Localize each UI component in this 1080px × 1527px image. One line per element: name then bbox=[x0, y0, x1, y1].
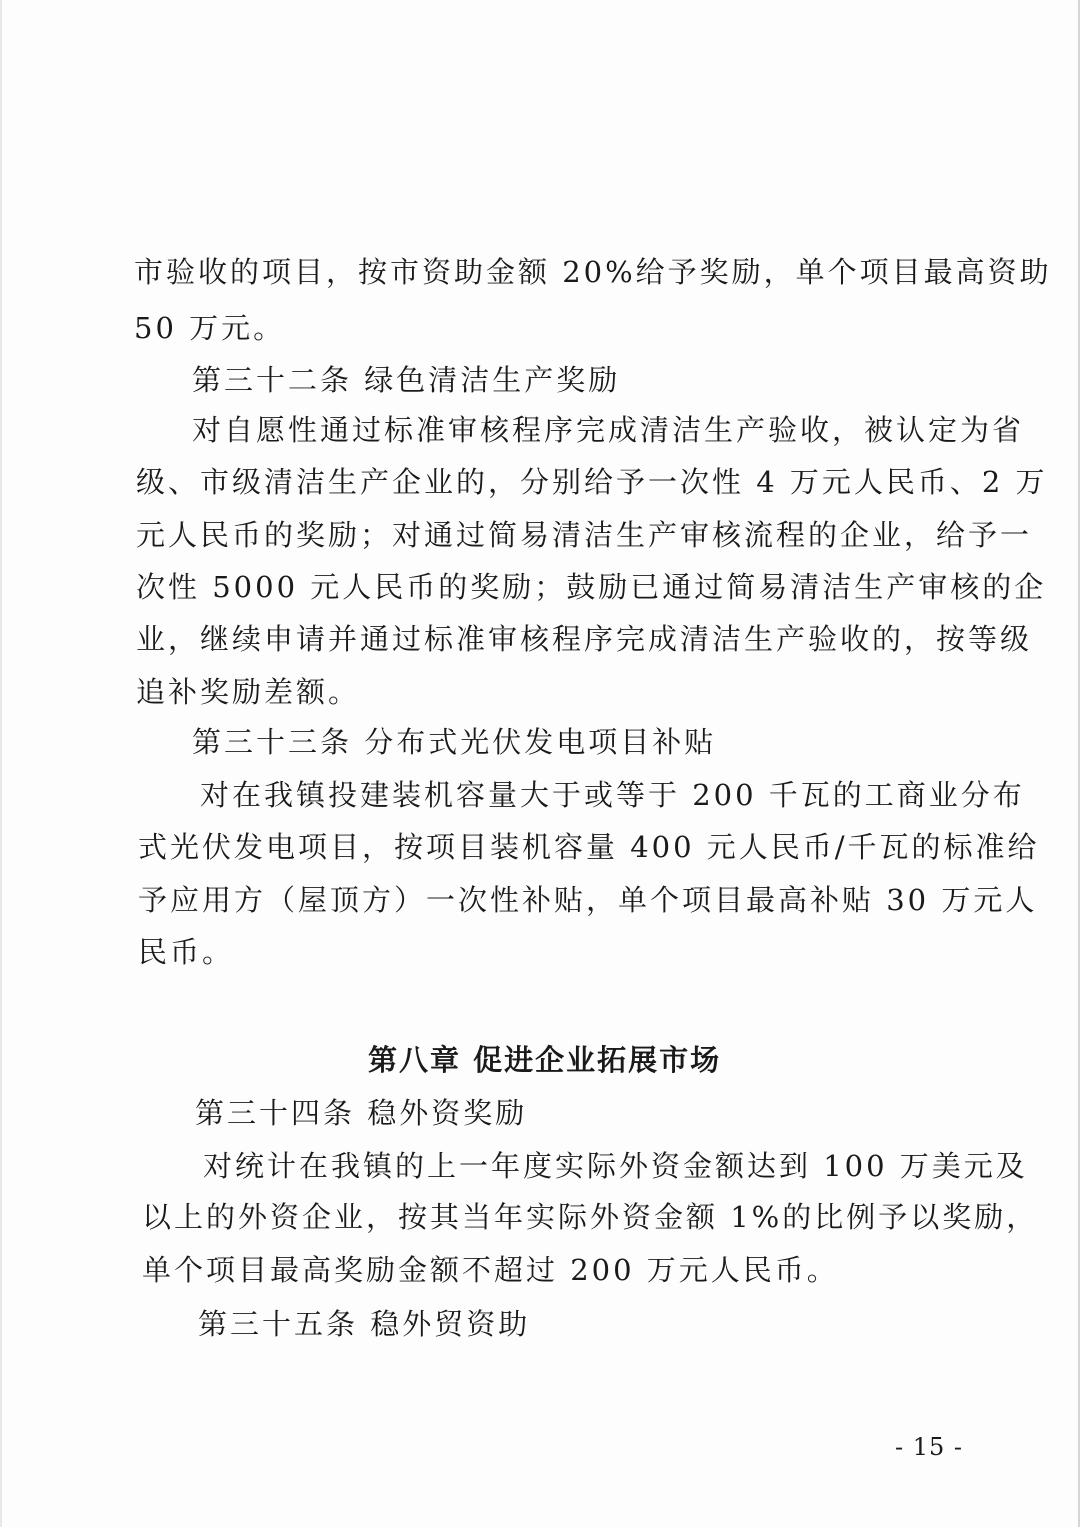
article-34-title: 第三十四条 稳外资奖励 bbox=[195, 1096, 528, 1130]
page-number: - 15 - bbox=[895, 1433, 964, 1461]
paragraph-line: 业，继续申请并通过标准审核程序完成清洁生产验收的，按等级 bbox=[136, 622, 1033, 656]
paragraph-line: 次性 5000 元人民币的奖励；鼓励已通过简易清洁生产审核的企 bbox=[136, 570, 1047, 604]
paragraph-line: 予应用方（屋顶方）一次性补贴，单个项目最高补贴 30 万元人 bbox=[138, 883, 1038, 917]
page-edge-left bbox=[0, 0, 2, 1527]
paragraph-line: 级、市级清洁生产企业的，分别给予一次性 4 万元人民币、2 万 bbox=[136, 465, 1048, 499]
paragraph-line: 对统计在我镇的上一年度实际外资金额达到 100 万美元及 bbox=[203, 1149, 1028, 1183]
paragraph-line: 单个项目最高奖励金额不超过 200 万元人民币。 bbox=[142, 1253, 839, 1287]
chapter-title: 第八章 促进企业拓展市场 bbox=[368, 1043, 722, 1077]
article-33-title: 第三十三条 分布式光伏发电项目补贴 bbox=[192, 725, 717, 759]
article-32-title: 第三十二条 绿色清洁生产奖励 bbox=[192, 363, 621, 397]
paragraph-line: 追补奖励差额。 bbox=[136, 675, 361, 709]
paragraph-line: 市验收的项目，按市资助金额 20%给予奖励，单个项目最高资助 bbox=[134, 255, 1052, 289]
paragraph-line: 对在我镇投建装机容量大于或等于 200 千瓦的工商业分布 bbox=[200, 778, 1025, 812]
paragraph-line: 式光伏发电项目，按项目装机容量 400 元人民币/千瓦的标准给 bbox=[138, 830, 1040, 864]
paragraph-line: 民币。 bbox=[138, 935, 235, 969]
paragraph-line: 对自愿性通过标准审核程序完成清洁生产验收，被认定为省 bbox=[192, 413, 1025, 447]
article-35-title: 第三十五条 稳外贸资助 bbox=[198, 1307, 531, 1341]
paragraph-line: 以上的外资企业，按其当年实际外资金额 1%的比例予以奖励， bbox=[142, 1200, 1039, 1234]
paragraph-line: 50 万元。 bbox=[134, 311, 286, 345]
paragraph-line: 元人民币的奖励；对通过简易清洁生产审核流程的企业，给予一 bbox=[136, 518, 1033, 552]
